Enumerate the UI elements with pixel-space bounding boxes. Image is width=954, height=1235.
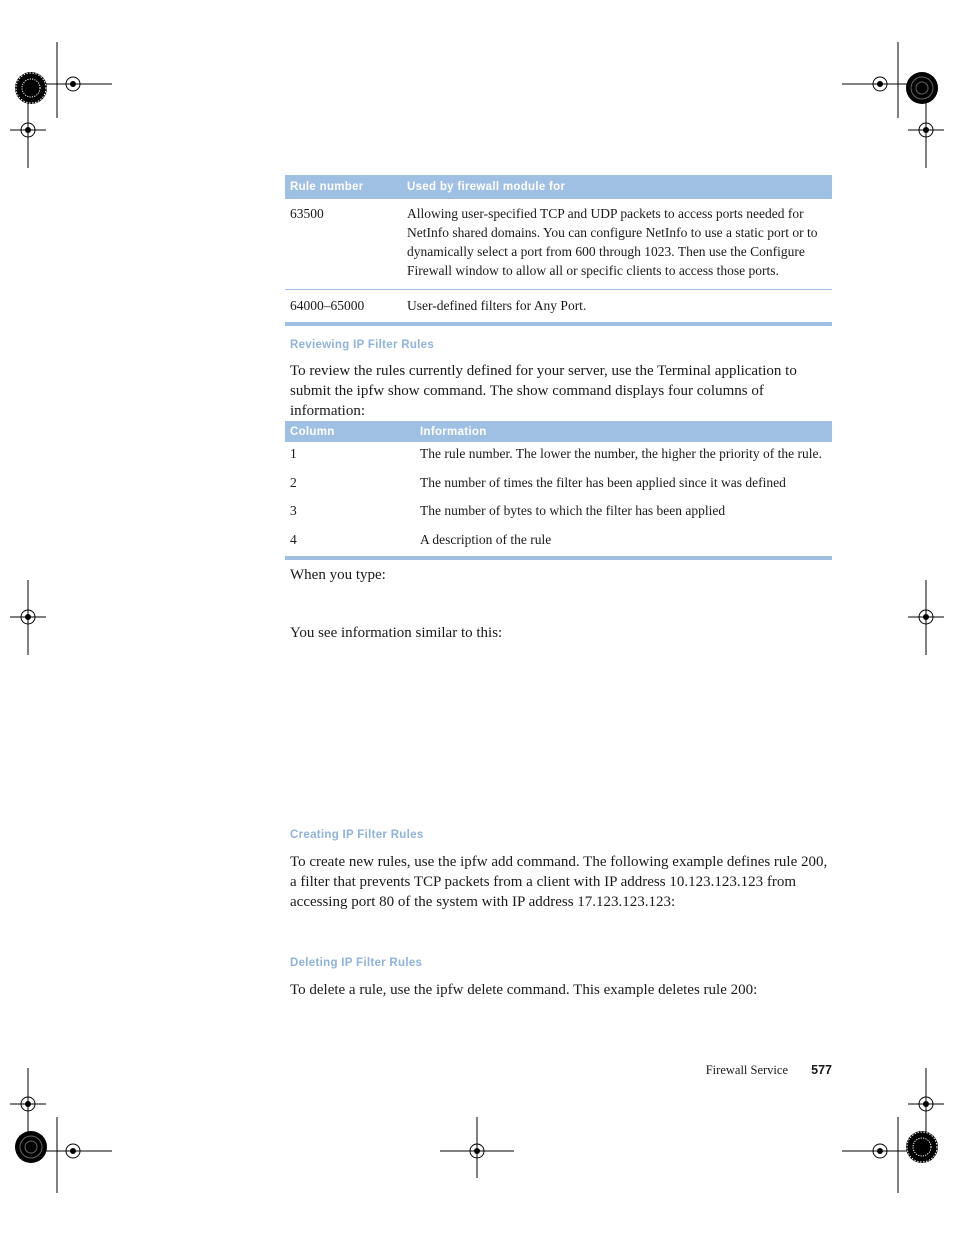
- rule-number-table: [285, 175, 832, 326]
- table-end-rule: [285, 556, 832, 560]
- reviewing-heading: Reviewing IP Filter Rules: [290, 339, 435, 351]
- creating-heading: Creating IP Filter Rules: [290, 829, 424, 841]
- rule-number-cell: 63500: [290, 206, 324, 221]
- table-row: [285, 199, 832, 290]
- table-row: [285, 528, 832, 557]
- column-number-cell: 3: [290, 503, 297, 518]
- column-info-cell: The number of times the filter has been applied since it was defined: [420, 474, 786, 490]
- column-number-cell: 4: [290, 531, 297, 547]
- footer-section-title: Firewall Service: [705, 1063, 788, 1077]
- column-header: Column: [285, 421, 415, 442]
- column-info-cell: A description of the rule: [420, 531, 552, 547]
- information-header: Information: [415, 421, 832, 442]
- column-info-cell: The rule number. The lower the number, the higher the priority of the rule.: [420, 446, 822, 461]
- when-you-type-text: When you type:: [290, 567, 386, 583]
- rule-use-cell: Allowing user-specified TCP and UDP packets to access ports needed for NetInfo shared domains. You can configure NetInfo to use a static port or to dynamically select a port from 600 through 1023. Then use the Configure Firewall window to allow all or specific clients to access those ports.: [407, 206, 818, 278]
- creating-text: To create new rules, use the ipfw add command. The following example defines rule 200, a filter that prevents TCP packets from a client with IP address 10.123.123.123 from accessing port 80 of the system with IP address 17.123.123.123:: [290, 854, 828, 910]
- column-info-table: [285, 421, 832, 560]
- column-number-cell: 2: [290, 474, 297, 490]
- rule-number-cell: 64000–65000: [285, 290, 402, 323]
- deleting-text: To delete a rule, use the ipfw delete command. This example deletes rule 200:: [290, 982, 758, 998]
- table-row: [285, 471, 832, 500]
- page-number: 577: [811, 1063, 832, 1077]
- column-info-cell: The number of bytes to which the filter has been applied: [420, 503, 726, 518]
- table-row: [285, 499, 832, 528]
- column-number-cell: 1: [290, 446, 297, 461]
- rule-number-header: Rule number: [285, 175, 402, 199]
- table-end-rule: [285, 322, 832, 326]
- used-by-header: Used by firewall module for: [402, 175, 832, 199]
- you-see-text: You see information similar to this:: [290, 625, 503, 641]
- table-row: [285, 290, 832, 323]
- reviewing-intro: To review the rules currently defined for your server, use the Terminal application to submit the ipfw show command. The show command displays four columns of information:: [290, 363, 797, 419]
- rule-use-cell: User-defined filters for Any Port.: [402, 290, 832, 323]
- deleting-heading: Deleting IP Filter Rules: [290, 957, 423, 969]
- table-row: [285, 442, 832, 471]
